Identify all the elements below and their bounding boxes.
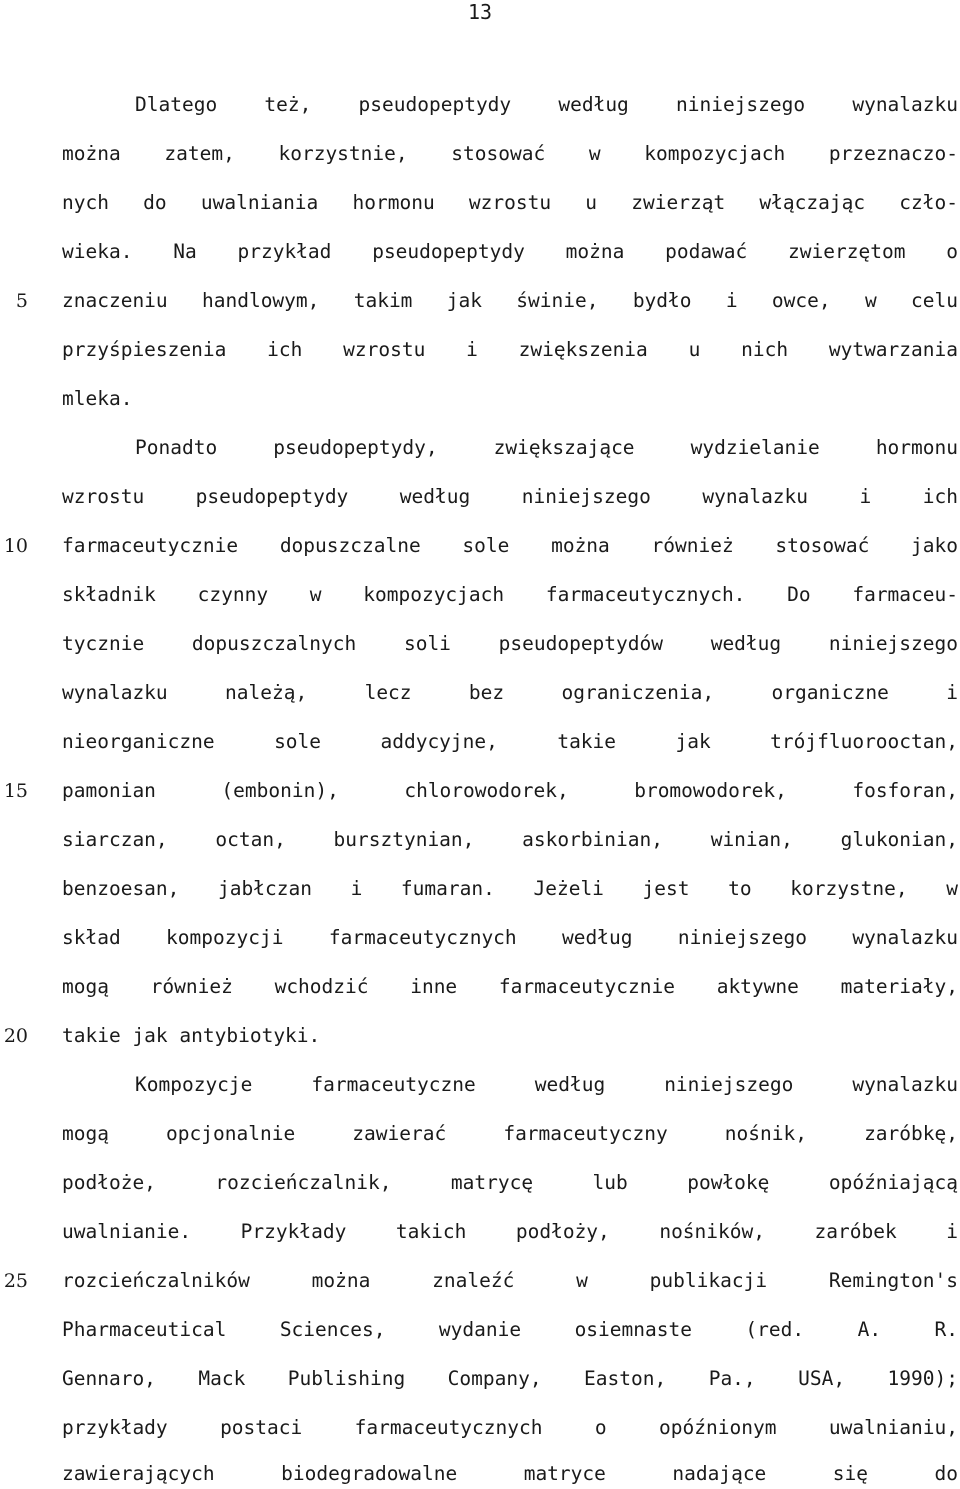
line-number-15: 15 bbox=[3, 780, 28, 802]
text-line: skład kompozycji farmaceutycznych według niniejszego wynalazku bbox=[62, 926, 958, 949]
text-line: siarczan, octan, bursztynian, askorbinian, winian, glukonian, bbox=[62, 828, 958, 851]
text-line: farmaceutycznie dopuszczalne sole można również stosować jako bbox=[62, 534, 958, 557]
text-line: Ponadto pseudopeptydy, zwiększające wydzielanie hormonu bbox=[135, 436, 958, 459]
text-line: Pharmaceutical Sciences, wydanie osiemnaste (red. A. R. bbox=[62, 1318, 958, 1341]
text-line: zawierających biodegradowalne matryce nadające się do bbox=[62, 1462, 958, 1485]
text-line: Gennaro, Mack Publishing Company, Easton, Pa., USA, 1990); bbox=[62, 1367, 958, 1390]
text-line: mleka. bbox=[62, 387, 133, 410]
line-number-20: 20 bbox=[3, 1025, 28, 1047]
text-line: pamonian (embonin), chlorowodorek, bromowodorek, fosforan, bbox=[62, 779, 958, 802]
text-line: mogą opcjonalnie zawierać farmaceutyczny nośnik, zaróbkę, bbox=[62, 1122, 958, 1145]
text-line: przyśpieszenia ich wzrostu i zwiększenia u nich wytwarzania bbox=[62, 338, 958, 361]
text-line: Kompozycje farmaceutyczne według niniejszego wynalazku bbox=[135, 1073, 958, 1096]
text-line: podłoże, rozcieńczalnik, matrycę lub powłokę opóźniającą bbox=[62, 1171, 958, 1194]
text-line: składnik czynny w kompozycjach farmaceutycznych. Do farmaceu- bbox=[62, 583, 958, 606]
line-number-5: 5 bbox=[15, 290, 28, 312]
text-line: mogą również wchodzić inne farmaceutycznie aktywne materiały, bbox=[62, 975, 958, 998]
text-line: znaczeniu handlowym, takim jak świnie, bydło i owce, w celu bbox=[62, 289, 958, 312]
text-line: uwalnianie. Przykłady takich podłoży, nośników, zaróbek i bbox=[62, 1220, 958, 1243]
text-line: nieorganiczne sole addycyjne, takie jak trójfluorooctan, bbox=[62, 730, 958, 753]
line-number-10: 10 bbox=[3, 535, 28, 557]
text-line: wieka. Na przykład pseudopeptydy można podawać zwierzętom o bbox=[62, 240, 958, 263]
text-line: można zatem, korzystnie, stosować w kompozycjach przeznaczo- bbox=[62, 142, 958, 165]
text-line: tycznie dopuszczalnych soli pseudopeptydów według niniejszego bbox=[62, 632, 958, 655]
text-line: takie jak antybiotyki. bbox=[62, 1024, 321, 1047]
page-number: 13 bbox=[467, 0, 493, 24]
text-line: wynalazku należą, lecz bez ograniczenia, organiczne i bbox=[62, 681, 958, 704]
text-line: nych do uwalniania hormonu wzrostu u zwierząt włączając czło- bbox=[62, 191, 958, 214]
text-line: przykłady postaci farmaceutycznych o opóźnionym uwalnianiu, bbox=[62, 1416, 958, 1439]
line-number-25: 25 bbox=[3, 1270, 28, 1292]
text-line: wzrostu pseudopeptydy według niniejszego wynalazku i ich bbox=[62, 485, 958, 508]
text-line: benzoesan, jabłczan i fumaran. Jeżeli jest to korzystne, w bbox=[62, 877, 958, 900]
text-line: Dlatego też, pseudopeptydy według niniejszego wynalazku bbox=[135, 93, 958, 116]
text-line: rozcieńczalników można znaleźć w publikacji Remington's bbox=[62, 1269, 958, 1292]
